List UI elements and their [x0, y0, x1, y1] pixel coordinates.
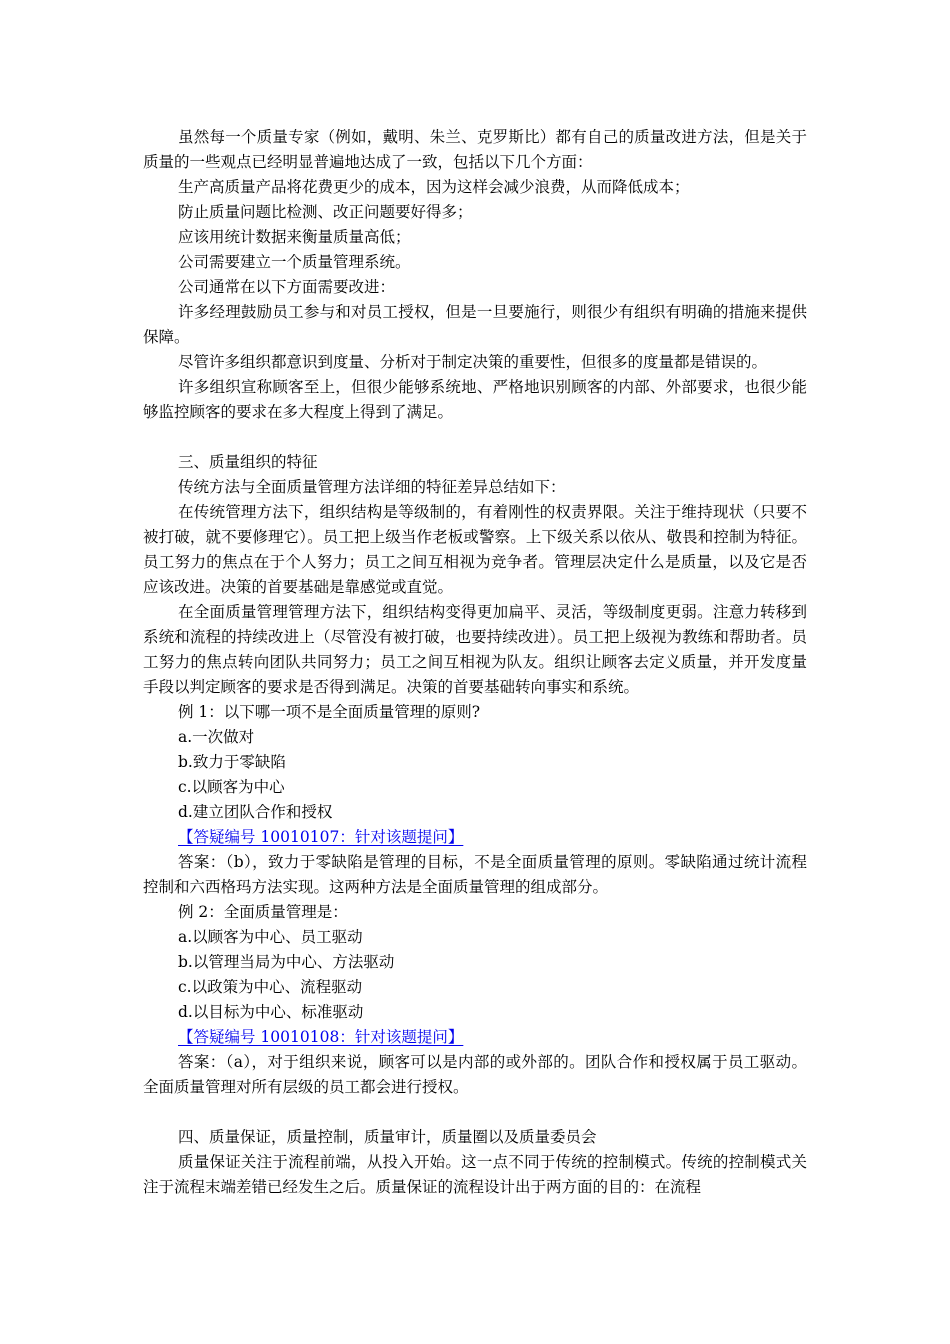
ask-question-link[interactable]: 【答疑编号 10010108：针对该题提问】 — [178, 1028, 464, 1046]
paragraph: 答案：（a），对于组织来说，顾客可以是内部的或外部的。团队合作和授权属于员工驱动。全面质量管理对所有层级的员工都会进行授权。 — [143, 1053, 807, 1096]
paragraph: 在传统管理方法下，组织结构是等级制的，有着刚性的权责界限。关注于维持现状（只要不被打破，就不要修理它）。员工把上级当作老板或警察。上下级关系以依从、敬畏和控制为特征。员工努力的焦点在于个人努力；员工之间互相视为竞争者。管理层决定什么是质量，以及它是否应该改进。决策的首要基础是靠感觉或直觉。 — [143, 503, 807, 596]
paragraph: 例 1：以下哪一项不是全面质量管理的原则? — [178, 703, 481, 721]
paragraph: 公司通常在以下方面需要改进： — [178, 278, 396, 296]
paragraph: a.一次做对 — [178, 728, 255, 746]
paragraph: c.以政策为中心、流程驱动 — [178, 978, 363, 996]
paragraph: 许多组织宣称顾客至上，但很少能够系统地、严格地识别顾客的内部、外部要求，也很少能够监控顾客的要求在多大程度上得到了满足。 — [143, 378, 807, 421]
paragraph: c.以顾客为中心 — [178, 778, 285, 796]
document-body — [143, 125, 807, 1200]
ask-question-link[interactable]: 【答疑编号 10010107：针对该题提问】 — [178, 828, 464, 846]
question-link-line — [143, 825, 807, 850]
paragraph: b.致力于零缺陷 — [178, 753, 286, 771]
paragraph-spacer — [143, 1100, 807, 1125]
paragraph: 防止质量问题比检测、改正问题要好得多； — [178, 203, 473, 221]
paragraph: 许多经理鼓励员工参与和对员工授权，但是一旦要施行，则很少有组织有明确的措施来提供保障。 — [143, 303, 807, 346]
question-link-line — [143, 1025, 807, 1050]
paragraph: 传统方法与全面质量管理方法详细的特征差异总结如下： — [178, 478, 566, 496]
paragraph: 应该用统计数据来衡量质量高低； — [178, 228, 411, 246]
paragraph: 公司需要建立一个质量管理系统。 — [178, 253, 411, 271]
paragraph: 尽管许多组织都意识到度量、分析对于制定决策的重要性，但很多的度量都是错误的。 — [178, 353, 768, 371]
paragraph: 在全面质量管理管理方法下，组织结构变得更加扁平、灵活，等级制度更弱。注意力转移到系统和流程的持续改进上（尽管没有被打破，也要持续改进）。员工把上级视为教练和帮助者。员工努力的焦点转向团队共同努力；员工之间互相视为队友。组织让顾客去定义质量，并开发度量手段以判定顾客的要求是否得到满足。决策的首要基础转向事实和系统。 — [143, 603, 807, 696]
paragraph: 虽然每一个质量专家（例如，戴明、朱兰、克罗斯比）都有自己的质量改进方法，但是关于质量的一些观点已经明显普遍地达成了一致，包括以下几个方面： — [143, 128, 807, 171]
paragraph: 例 2：全面质量管理是： — [178, 903, 348, 921]
paragraph: 生产高质量产品将花费更少的成本，因为这样会减少浪费，从而降低成本； — [178, 178, 690, 196]
paragraph: a.以顾客为中心、员工驱动 — [178, 928, 363, 946]
paragraph: d.建立团队合作和授权 — [178, 803, 333, 821]
paragraph-spacer — [143, 425, 807, 450]
paragraph: b.以管理当局为中心、方法驱动 — [178, 953, 395, 971]
paragraph: 四、质量保证，质量控制，质量审计，质量圈以及质量委员会 — [178, 1128, 597, 1146]
paragraph: d.以目标为中心、标准驱动 — [178, 1003, 364, 1021]
paragraph: 答案：（b），致力于零缺陷是管理的目标，不是全面质量管理的原则。零缺陷通过统计流程控制和六西格玛方法实现。这两种方法是全面质量管理的组成部分。 — [143, 853, 807, 896]
paragraph: 三、质量组织的特征 — [178, 453, 318, 471]
paragraph: 质量保证关注于流程前端，从投入开始。这一点不同于传统的控制模式。传统的控制模式关注于流程末端差错已经发生之后。质量保证的流程设计出于两方面的目的：在流程 — [143, 1153, 807, 1196]
